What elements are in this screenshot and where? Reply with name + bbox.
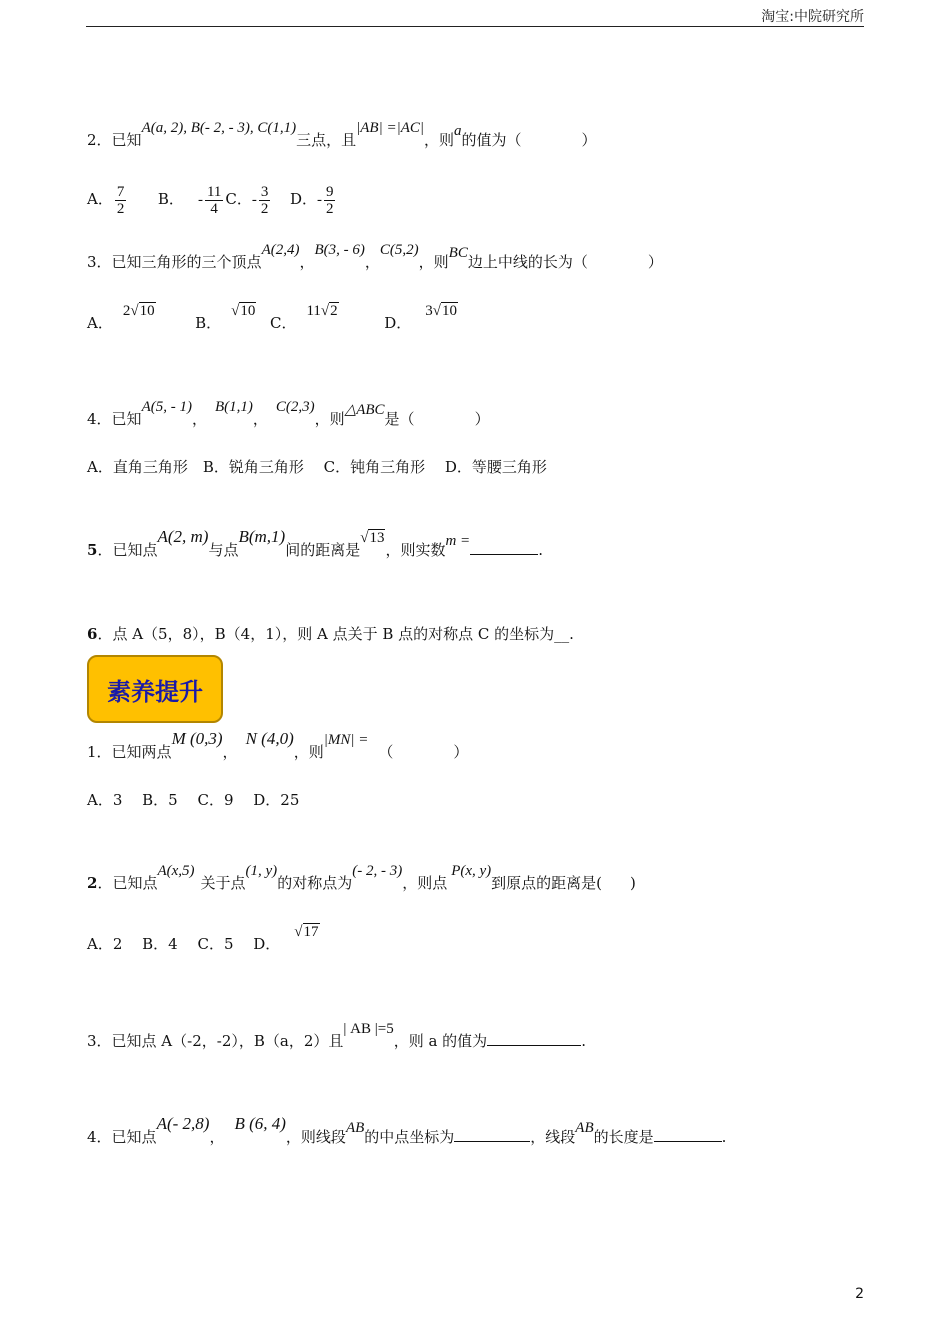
s4-a: A(- 2,8) [156,1114,210,1133]
q5-post1: 间的距离是 [285,541,361,559]
s2-opt-d-val: √17 [294,924,319,940]
s4-post2: 的中点坐标为 [364,1128,455,1146]
q3-opt-b-val: √10 [231,303,256,319]
s4-sep: ， [209,1128,225,1146]
q2-opt-d-den: 2 [325,200,334,217]
q2-num: 2． [87,131,112,149]
q2-pre: 已知 [111,131,142,149]
q4-a: A(5, - 1) [141,399,192,415]
s2-p: P(x, y) [451,863,492,879]
q5-a: A(2, m) [157,527,209,546]
s2-options-text: A．2 B．4 C．5 D． [87,935,281,953]
s1-m: M (0,3) [171,729,223,748]
page-number: 2 [855,1286,864,1302]
q2-opt-b-num: 11 [206,183,222,200]
q5-pre: 已知点 [112,541,158,559]
q2-opt-c-sign: - [251,192,257,208]
q4-c: C(2,3) [275,399,315,415]
s2-mid1: 关于点 [200,874,246,892]
q4-post1: ，则 [314,410,345,428]
q2-post2: 的值为（ [461,131,522,149]
q3-bc: BC [448,245,468,261]
q2-opt-a-label: A． [87,190,113,208]
q4-sep2: ， [252,410,268,428]
q3-c: C(5,2) [379,242,419,258]
q3-a: A(2,4) [261,242,300,258]
q2-opt-d-num: 9 [325,183,334,200]
s2-a: A(x,5) [157,863,195,879]
q5-sqrt: √13 [360,530,385,546]
s3-end: . [581,1032,586,1050]
q2-opt-a-den: 2 [116,200,125,217]
q2-opt-a-frac [115,184,127,217]
q5-post2: ，则实数 [385,541,446,559]
q5-dot: ． [97,541,113,559]
s4-pre: 已知点 [111,1128,157,1146]
question-6 [87,624,574,644]
q3-opt-a-coef: 2 [122,303,131,319]
section-question-1 [87,729,469,763]
question-3 [87,242,663,273]
s4-mid: ，线段 [530,1128,576,1146]
q5-blank[interactable] [470,540,538,555]
s4-post3: 的长度是 [593,1128,654,1146]
q3-options [87,303,458,334]
q2-opt-a-num: 7 [116,183,125,200]
q4-close: ） [474,410,490,428]
q3-opt-c-val: 11√2 [306,303,338,319]
question-2 [87,120,597,151]
q5-mid: 与点 [208,541,239,559]
s2-pre: ．已知点 [97,874,158,892]
s2-num: 2 [87,874,98,892]
q3-opt-d-coef: 3 [425,303,433,319]
q5-m: m = [445,533,471,549]
q3-num: 3． [87,253,112,271]
q2-opt-d-sign: - [316,192,322,208]
q2-opt-b-label: B． [157,190,184,208]
q3-post1: ，则 [418,253,449,271]
q2-mid: 三点，且 [296,131,357,149]
q2-opt-c-num: 3 [260,183,269,200]
q3-opt-a-rad: 10 [139,303,155,319]
s2-close: ) [630,874,636,892]
q5-b: B(m,1) [238,527,286,546]
s4-ab2: AB [575,1120,594,1136]
q3-opt-c-coef: 11 [306,303,321,319]
s4-post1: ，则线段 [285,1128,346,1146]
s1-mn: |MN| = [323,732,369,748]
q5-end: . [538,541,543,559]
s1-close: ） [453,743,469,761]
s3-post: ，则 a 的值为 [393,1032,488,1050]
s2-mid3: ，则点 [402,874,448,892]
s2-p1: (1, y) [245,863,278,879]
s2-rad: 17 [303,924,319,940]
question-5 [87,527,543,561]
s1-pre: 已知两点 [111,743,172,761]
q2-options [87,178,337,221]
q4-b: B(1,1) [214,399,253,415]
s2-mid2: 的对称点为 [277,874,353,892]
q3-opt-b-label: B． [195,314,222,332]
q2-opt-c-den: 2 [260,200,269,217]
s4-blank-length[interactable] [654,1127,722,1142]
s4-b: B (6, 4) [234,1114,286,1133]
s2-options [87,924,320,955]
q6-text: ．点 A（5，8），B（4，1），则 A 点关于 B 点的对称点 C 的坐标为__. [97,625,574,643]
q3-sep2: ， [364,253,380,271]
q5-num: 5 [87,541,98,559]
s1-n: N (4,0) [245,729,294,748]
q3-opt-a-val: 2√10 [122,303,155,319]
section-question-4 [87,1114,727,1148]
q3-opt-d-label: D． [384,314,412,332]
section-badge: 素养提升 [87,655,223,723]
s3-ab: | AB |=5 [343,1021,394,1037]
header-rule [86,26,864,27]
q3-opt-d-val: 3√10 [425,303,457,319]
q2-opt-b-sign: - [197,192,203,208]
q4-post2: 是（ [384,410,415,428]
q3-post2: 边上中线的长为（ [467,253,588,271]
q2-opt-b-den: 4 [210,200,218,217]
section-question-2 [87,863,636,894]
q6-num: 6 [87,625,98,643]
q4-options: A．直角三角形 B．锐角三角形 C．钝角三角形 D．等腰三角形 [87,458,547,476]
q3-opt-d-rad: 10 [441,303,457,319]
q4-tri: △ABC [344,402,385,418]
s2-post: 到原点的距离是( [491,874,603,892]
q2-var: a [454,123,462,139]
q2-opt-c-label: C． [225,190,252,208]
q3-close: ） [647,253,663,271]
q4-sep1: ， [191,410,207,428]
s4-ab1: AB [345,1120,365,1136]
s1-options: A．3 B．5 C．9 D．25 [87,791,300,809]
q3-opt-b-rad: 10 [240,303,256,319]
q2-post1: ，则 [423,131,454,149]
s4-num: 4． [87,1128,112,1146]
q3-opt-c-rad: 2 [330,303,338,319]
s3-text: 3．已知点 A（-2，-2），B（a，2）且 [87,1032,344,1050]
s1-paren: （ [378,743,394,761]
s1-num: 1． [87,743,112,761]
q2-opt-d-label: D． [289,190,317,208]
q4-pre: 已知 [111,410,142,428]
q2-opt-b-frac [205,184,223,217]
q3-b: B(3, - 6) [314,242,365,258]
q3-sep1: ， [299,253,315,271]
s4-end: . [721,1128,727,1146]
question-4 [87,399,490,430]
s2-p2: (- 2, - 3) [352,863,403,879]
q3-opt-c-label: C． [269,314,297,332]
q2-condition-math: |AB| =|AC| [356,120,424,136]
s1-sep: ， [222,743,238,761]
q2-opt-c-frac [259,184,271,217]
header-text: 淘宝:中院研究所 [761,9,864,25]
s1-post: ，则 [293,743,324,761]
q4-num: 4． [87,410,112,428]
q2-close: ） [581,131,597,149]
q3-opt-a-label: A． [87,314,113,332]
section-question-3 [87,1021,586,1052]
s4-blank-midpoint[interactable] [454,1127,530,1142]
q2-points-math: A(a, 2), B(- 2, - 3), C(1,1) [141,120,297,136]
q3-pre: 已知三角形的三个顶点 [111,253,262,271]
q2-opt-d-frac [324,184,336,217]
q5-rad: 13 [369,530,385,546]
s3-blank[interactable] [487,1031,581,1046]
